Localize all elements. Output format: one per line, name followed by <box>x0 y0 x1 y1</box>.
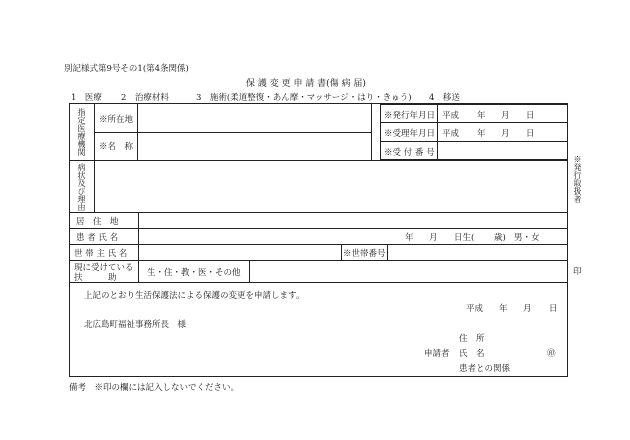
divider <box>69 260 568 261</box>
issued-era: 平成 <box>442 111 460 121</box>
declaration-text: 上記のとおり生活保護法による保護の変更を申請します。 <box>84 291 305 301</box>
received-month: 月 <box>501 129 510 139</box>
issued-month: 月 <box>501 111 510 121</box>
declaration-year: 年 <box>499 304 508 314</box>
residence-label: 居 住 地 <box>76 217 119 227</box>
category-transport: 4 移送 <box>429 93 460 103</box>
divider <box>249 260 250 282</box>
household-head-label: 世 帯 主 氏 名 <box>74 249 128 259</box>
patient-name-field[interactable] <box>139 229 394 244</box>
declaration-month: 月 <box>523 304 532 314</box>
sex-options[interactable]: 男・女 <box>514 233 540 243</box>
household-number-label: ※世帯番号 <box>343 249 386 259</box>
divider <box>371 103 372 160</box>
illness-reason-field[interactable] <box>95 161 568 212</box>
household-number-field[interactable] <box>388 245 568 260</box>
applicant-address-label: 住 所 <box>459 334 485 344</box>
declaration-day: 日 <box>549 304 558 314</box>
received-date-label: ※受理年月日 <box>384 129 436 139</box>
illness-reason-label: 病状及び理由 <box>77 163 86 211</box>
addressee: 北広島町福祉事務所長 様 <box>84 320 187 330</box>
declaration-era: 平成 <box>466 304 484 314</box>
household-head-field[interactable] <box>139 245 341 260</box>
issued-day: 日 <box>526 111 535 121</box>
issuer-seal-label: 印 <box>573 267 582 277</box>
divider <box>380 122 568 123</box>
current-aid-options[interactable]: 生・住・教・医・その他 <box>147 268 241 278</box>
received-day: 日 <box>526 129 535 139</box>
category-medical: 1 医療 <box>71 93 102 103</box>
receipt-number-label: ※受 付 番 号 <box>384 148 435 158</box>
age-label: 歳) <box>494 233 506 243</box>
birth-day: 日生( <box>454 233 475 243</box>
divider <box>341 244 342 260</box>
institution-name-field[interactable] <box>138 133 371 160</box>
birth-year: 年 <box>405 233 414 243</box>
received-era: 平成 <box>442 129 460 139</box>
issued-date-label: ※発行年月日 <box>384 111 436 121</box>
category-materials: 2 治療材料 <box>121 93 169 103</box>
divider <box>437 104 438 160</box>
divider <box>69 282 568 283</box>
institution-section-label: 指定医療機関 <box>77 108 86 156</box>
address-label: ※所在地 <box>99 115 134 125</box>
form-title: 保 護 変 更 申 請 書(傷 病 届) <box>246 79 366 89</box>
patient-name-label: 患 者 氏 名 <box>76 233 119 243</box>
form-number: 別記様式第9号その1(第4条関係) <box>64 64 189 74</box>
footer-note: 備考 ※印の欄には記入しないでください。 <box>69 383 240 393</box>
divider <box>380 141 568 142</box>
birth-month: 月 <box>429 233 438 243</box>
current-aid-label-2: 扶 助 <box>74 273 117 283</box>
applicant-seal: ㊞ <box>547 349 556 359</box>
applicant-label: 申請者 <box>424 349 450 359</box>
current-aid-label-1: 現に受けている <box>74 263 134 273</box>
address-field[interactable] <box>138 104 371 132</box>
category-treatment: 3 施術(柔道整復・あん摩・マッサージ・はり・きゅう) <box>196 93 412 103</box>
name-label: ※名 称 <box>99 142 134 152</box>
residence-field[interactable] <box>139 213 568 228</box>
issuer-label: ※発行取扱者 <box>573 155 582 203</box>
relation-label: 患者との関係 <box>459 364 511 374</box>
applicant-name-label: 氏 名 <box>459 349 485 359</box>
issued-year: 年 <box>477 111 486 121</box>
received-year: 年 <box>477 129 486 139</box>
